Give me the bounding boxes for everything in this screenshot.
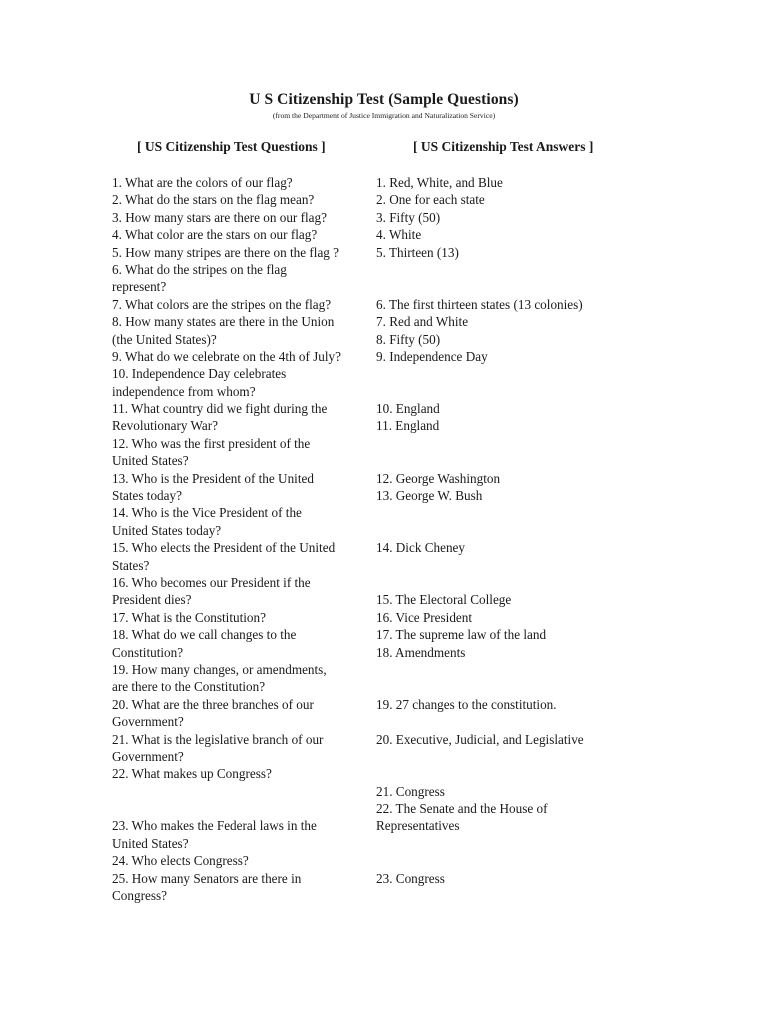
answers-header: [ US Citizenship Test Answers ] xyxy=(413,139,594,154)
question-line: 4. What color are the stars on our flag? xyxy=(112,227,318,243)
question-line: 24. Who elects Congress? xyxy=(112,853,249,869)
question-line: are there to the Constitution? xyxy=(112,679,266,695)
question-line: 10. Independence Day celebrates xyxy=(112,366,287,382)
answers-column xyxy=(376,174,646,904)
question-line: 3. How many stars are there on our flag? xyxy=(112,209,327,225)
question-line: 18. What do we call changes to the xyxy=(112,627,297,643)
answer-line xyxy=(376,574,646,591)
answer-line: 19. 27 changes to the constitution. xyxy=(376,696,557,712)
question-line: 20. What are the three branches of our xyxy=(112,696,314,712)
question-line: United States? xyxy=(112,453,189,469)
question-line: 1. What are the colors of our flag? xyxy=(112,175,293,190)
answer-line: 8. Fifty (50) xyxy=(376,331,441,347)
question-line: Constitution? xyxy=(112,644,184,660)
answer-line xyxy=(376,383,646,400)
question-line: 8. How many states are there in the Union xyxy=(112,314,335,330)
answer-line xyxy=(376,765,646,782)
answer-line xyxy=(376,713,646,730)
answer-line: 22. The Senate and the House of xyxy=(376,801,548,817)
question-line: States today? xyxy=(112,488,182,504)
question-line: independence from whom? xyxy=(112,383,256,399)
answer-line xyxy=(376,887,646,904)
question-line xyxy=(112,783,376,800)
question-line: Congress? xyxy=(112,888,167,904)
question-line: 17. What is the Constitution? xyxy=(112,609,266,625)
question-line: 5. How many stripes are there on the flag ? xyxy=(112,244,340,260)
answer-line: 11. England xyxy=(376,418,440,434)
question-line xyxy=(112,800,376,817)
questions-column xyxy=(112,174,376,904)
answer-line xyxy=(376,522,646,539)
page-subtitle: (from the Department of Justice Immigration and Naturalization Service) xyxy=(272,111,496,120)
answer-line: 15. The Electoral College xyxy=(376,592,512,608)
question-line: represent? xyxy=(112,279,167,295)
answer-line xyxy=(376,661,646,678)
answer-line: 17. The supreme law of the land xyxy=(376,627,547,643)
answer-line xyxy=(376,365,646,382)
question-line: Government? xyxy=(112,748,184,764)
answer-line: 16. Vice President xyxy=(376,609,473,625)
answer-line xyxy=(376,557,646,574)
answer-line: 23. Congress xyxy=(376,870,445,886)
question-line: President dies? xyxy=(112,592,192,608)
answer-line xyxy=(376,261,646,278)
answer-line xyxy=(376,452,646,469)
answer-line: 20. Executive, Judicial, and Legislative xyxy=(376,731,584,747)
question-line: States? xyxy=(112,557,150,573)
question-line: 11. What country did we fight during the xyxy=(112,401,328,417)
question-line: 23. Who makes the Federal laws in the xyxy=(112,818,317,834)
question-line: 2. What do the stars on the flag mean? xyxy=(112,192,315,208)
answer-line xyxy=(376,504,646,521)
answer-line: 5. Thirteen (13) xyxy=(376,244,459,260)
answer-line: 21. Congress xyxy=(376,783,445,799)
answer-line: 7. Red and White xyxy=(376,314,469,330)
answer-line: 12. George Washington xyxy=(376,470,501,486)
answer-line xyxy=(376,835,646,852)
answer-line: 1. Red, White, and Blue xyxy=(376,175,503,190)
question-line: United States? xyxy=(112,835,189,851)
questions-header: [ US Citizenship Test Questions ] xyxy=(137,139,326,154)
answer-line: 13. George W. Bush xyxy=(376,488,483,504)
question-line: 6. What do the stripes on the flag xyxy=(112,261,287,277)
answer-line xyxy=(376,435,646,452)
question-line: 7. What colors are the stripes on the flag? xyxy=(112,296,332,312)
question-line: Revolutionary War? xyxy=(112,418,218,434)
question-line: 12. Who was the first president of the xyxy=(112,435,311,451)
answer-line xyxy=(376,278,646,295)
answer-line: 18. Amendments xyxy=(376,644,466,660)
answer-line: 4. White xyxy=(376,227,422,243)
answer-line: 6. The first thirteen states (13 colonies) xyxy=(376,296,583,312)
answer-line xyxy=(376,678,646,695)
question-line: 22. What makes up Congress? xyxy=(112,766,272,782)
question-line: United States today? xyxy=(112,522,222,538)
answer-line xyxy=(376,852,646,869)
answer-line: 10. England xyxy=(376,401,440,417)
answer-line: 9. Independence Day xyxy=(376,348,488,364)
page-title: U S Citizenship Test (Sample Questions) xyxy=(249,91,519,108)
answer-line: 14. Dick Cheney xyxy=(376,540,465,556)
question-line: 25. How many Senators are there in xyxy=(112,870,302,886)
answer-line: 2. One for each state xyxy=(376,192,485,208)
question-line: 13. Who is the President of the United xyxy=(112,470,314,486)
answer-line: 3. Fifty (50) xyxy=(376,209,441,225)
question-line: 9. What do we celebrate on the 4th of July? xyxy=(112,348,341,364)
question-line: Government? xyxy=(112,714,184,730)
answer-line xyxy=(376,748,646,765)
question-line: 16. Who becomes our President if the xyxy=(112,574,311,590)
question-line: (the United States)? xyxy=(112,331,217,347)
question-line: 14. Who is the Vice President of the xyxy=(112,505,302,521)
question-line: 15. Who elects the President of the United xyxy=(112,540,336,556)
answer-line: Representatives xyxy=(376,818,460,834)
question-line: 21. What is the legislative branch of our xyxy=(112,731,324,747)
question-line: 19. How many changes, or amendments, xyxy=(112,661,327,677)
